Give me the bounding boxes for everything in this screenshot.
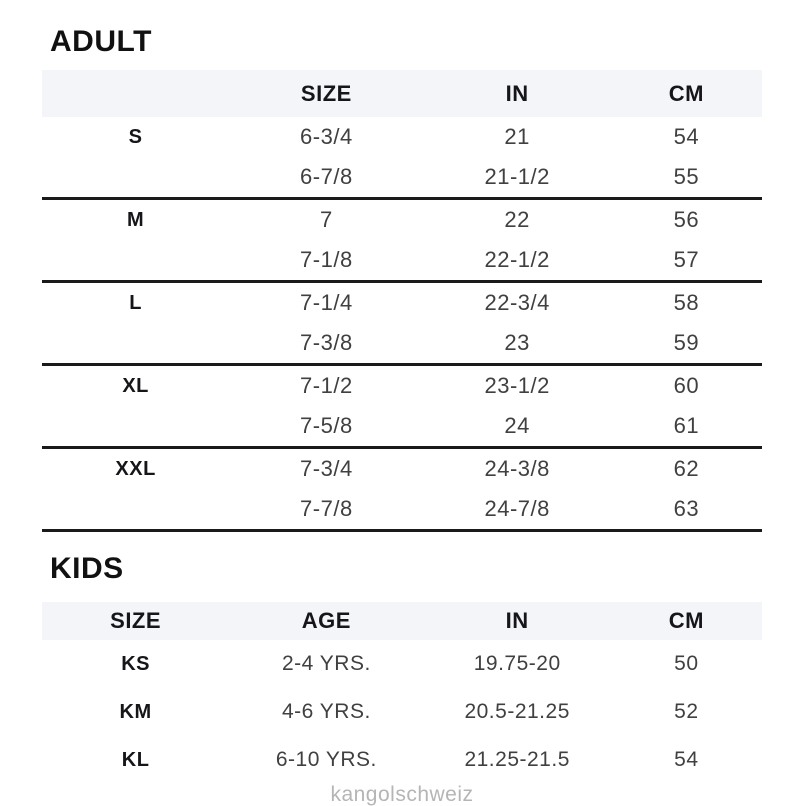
inches-cell: 22-1/2	[484, 247, 550, 272]
adult-table-row	[42, 117, 762, 157]
inches-cell: 24-7/8	[484, 496, 550, 521]
size-label-cell: XL	[122, 374, 149, 397]
adult-table-row	[42, 406, 762, 446]
adult-size-group	[42, 449, 762, 532]
inches-cell: 24-3/8	[484, 456, 550, 481]
hat-size-cell: 7-3/4	[300, 456, 353, 481]
adult-table-row	[42, 157, 762, 197]
adult-size-group	[42, 200, 762, 283]
hat-size-cell: 6-7/8	[300, 164, 353, 189]
centimeters-cell: 57	[673, 247, 700, 272]
centimeters-cell: 54	[674, 748, 699, 771]
inches-cell: 19.75-20	[473, 652, 561, 675]
adult-table-row	[42, 200, 762, 240]
centimeters-cell: 58	[673, 290, 700, 315]
adult-table-row	[42, 240, 762, 280]
watermark-text: kangolschweiz	[330, 783, 474, 806]
adult-size-group	[42, 366, 762, 449]
adult-table-header-row	[42, 70, 762, 117]
age-cell: 2-4 YRS.	[281, 652, 371, 675]
hat-size-cell: 7-1/4	[300, 290, 353, 315]
adult-table-row	[42, 323, 762, 363]
size-label-cell: KM	[119, 700, 152, 723]
inches-cell: 23	[504, 330, 530, 355]
kids-table-row	[42, 640, 762, 688]
adult-col-head-cm: CM	[668, 80, 704, 106]
hat-size-cell: 7-5/8	[300, 413, 353, 438]
adult-table-row	[42, 283, 762, 323]
adult-size-group	[42, 283, 762, 366]
inches-cell: 22-3/4	[484, 290, 550, 315]
adult-col-head-size: SIZE	[300, 80, 352, 106]
adult-size-table	[42, 70, 762, 532]
age-cell: 4-6 YRS.	[281, 700, 371, 723]
kids-table-row	[42, 688, 762, 736]
hat-size-cell: 7	[320, 207, 333, 232]
adult-table-row	[42, 489, 762, 529]
hat-size-cell: 6-3/4	[300, 124, 353, 149]
size-label-cell: KS	[121, 652, 150, 675]
kids-table-header-row	[42, 602, 762, 640]
hat-size-cell: 7-7/8	[300, 496, 353, 521]
kids-table-row	[42, 736, 762, 784]
inches-cell: 21-1/2	[484, 164, 550, 189]
centimeters-cell: 62	[673, 456, 700, 481]
kids-table-body	[42, 640, 762, 784]
centimeters-cell: 50	[674, 652, 699, 675]
centimeters-cell: 56	[673, 207, 700, 232]
kids-col-head-age: AGE	[301, 608, 351, 633]
size-label-cell: L	[129, 291, 142, 314]
age-cell: 6-10 YRS.	[275, 748, 377, 771]
centimeters-cell: 52	[674, 700, 699, 723]
size-label-cell: S	[128, 125, 143, 148]
adult-table-row	[42, 449, 762, 489]
centimeters-cell: 60	[673, 373, 700, 398]
adult-col-head-in: IN	[505, 80, 529, 106]
centimeters-cell: 61	[673, 413, 700, 438]
hat-size-cell: 7-1/2	[300, 373, 353, 398]
hat-size-cell: 7-3/8	[300, 330, 353, 355]
inches-cell: 24	[504, 413, 530, 438]
kids-section-heading: KIDS	[50, 552, 124, 585]
size-label-cell: M	[127, 208, 145, 231]
centimeters-cell: 59	[673, 330, 700, 355]
size-label-cell: KL	[121, 748, 150, 771]
inches-cell: 23-1/2	[484, 373, 550, 398]
centimeters-cell: 63	[673, 496, 700, 521]
inches-cell: 20.5-21.25	[464, 700, 570, 723]
centimeters-cell: 54	[673, 124, 700, 149]
size-label-cell: XXL	[115, 457, 156, 480]
adult-size-group	[42, 117, 762, 200]
hat-size-cell: 7-1/8	[300, 247, 353, 272]
inches-cell: 22	[504, 207, 530, 232]
inches-cell: 21	[504, 124, 530, 149]
kids-col-head-in: IN	[505, 608, 529, 633]
inches-cell: 21.25-21.5	[464, 748, 570, 771]
adult-table-body	[42, 117, 762, 532]
kids-col-head-size: SIZE	[110, 608, 162, 633]
centimeters-cell: 55	[673, 164, 700, 189]
adult-table-row	[42, 366, 762, 406]
kids-col-head-cm: CM	[668, 608, 704, 633]
adult-section-heading: ADULT	[50, 25, 152, 58]
kids-size-table	[42, 602, 762, 784]
